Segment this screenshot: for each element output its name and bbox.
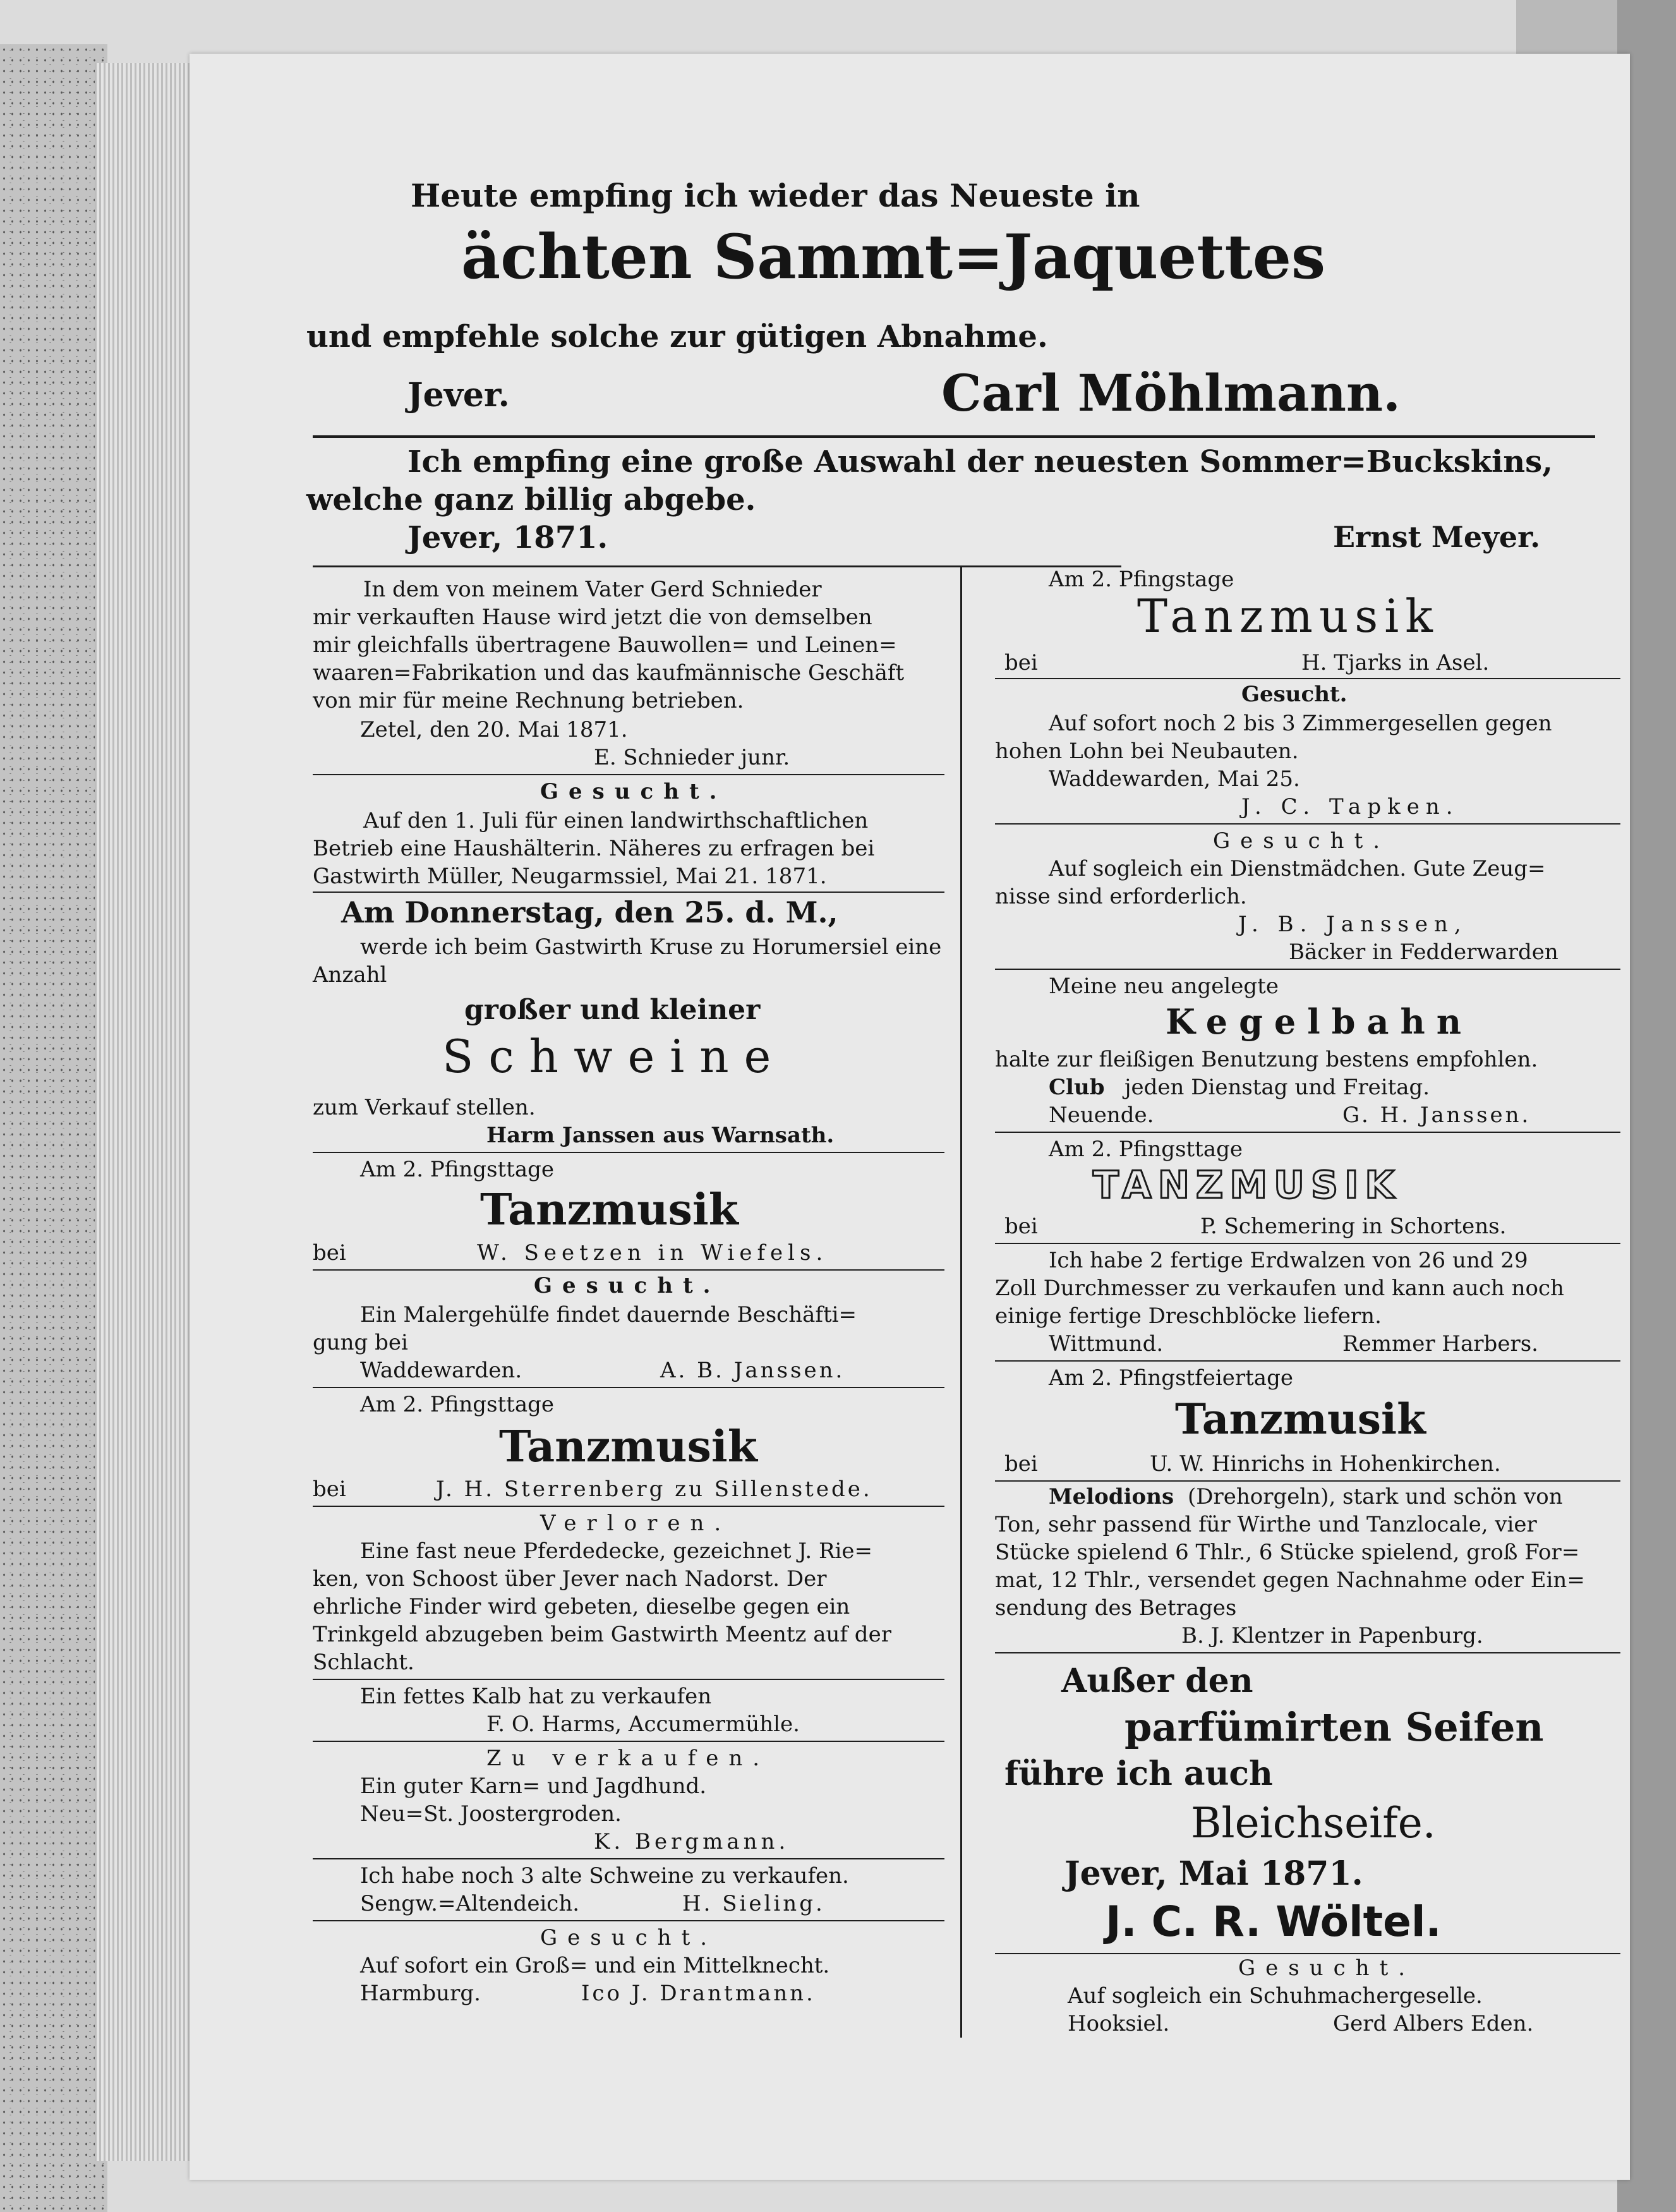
kegelbahn-club: Club — [1049, 1075, 1105, 1100]
verloren-line: Schlacht. — [313, 1650, 414, 1675]
kegelbahn-line: halte zur fleißigen Benutzung bestens empfohlen. — [995, 1047, 1538, 1072]
gesucht2-signature: A. B. Janssen. — [660, 1358, 845, 1383]
divider — [995, 678, 1620, 679]
melodions-lead: Melodions — [1049, 1484, 1174, 1509]
gesucht-zimmer-date: Waddewarden, Mai 25. — [1049, 766, 1300, 792]
schnieder-line: waaren=Fabrikation und das kaufmännische Geschäft — [313, 660, 905, 686]
buckskins-place: Jever, 1871. — [407, 520, 608, 555]
seife-signature: J. C. R. Wöltel. — [1106, 1897, 1442, 1946]
seife-line4: Bleichseife. — [1191, 1799, 1436, 1847]
gesucht2-line: Ein Malergehülfe findet dauernde Beschäfti= — [360, 1302, 857, 1327]
divider — [995, 1132, 1620, 1133]
gesucht-zimmer-signature: J. C. Tapken. — [1241, 794, 1459, 819]
gesucht1-line: Auf den 1. Juli für einen landwirthschaftlichen — [363, 808, 869, 833]
divider — [313, 1920, 944, 1921]
divider — [995, 823, 1620, 825]
gesucht-dienst-signature2: Bäcker in Fedderwarden — [1289, 940, 1558, 965]
tanz1-bei: bei — [313, 1240, 346, 1266]
tanz-schortens-bei: bei — [1004, 1214, 1038, 1239]
melodions-line: Ton, sehr passend für Wirthe und Tanzlocale, vier — [995, 1512, 1537, 1537]
tanz1-host: W. Seetzen in Wiefels. — [477, 1240, 828, 1266]
melodions-line: Stücke spielend 6 Thlr., 6 Stücke spielend, groß For= — [995, 1540, 1580, 1565]
kegelbahn-signature: G. H. Janssen. — [1342, 1103, 1531, 1128]
tanz-schortens-pre: Am 2. Pfingsttage — [1049, 1137, 1243, 1162]
header-line3: und empfehle solche zur gütigen Abnahme. — [306, 319, 1048, 354]
header-line1: Heute empfing ich wieder das Neueste in — [411, 177, 1140, 214]
erdwalzen-line: Zoll Durchmesser zu verkaufen und kann auch noch — [995, 1276, 1564, 1301]
tanz-asel-host: H. Tjarks in Asel. — [1301, 650, 1490, 675]
newspaper-page — [190, 54, 1630, 2180]
divider — [313, 1858, 944, 1859]
tanz-asel-bei: bei — [1004, 650, 1038, 675]
gesucht-zimmer-title: Gesucht. — [1241, 682, 1347, 707]
gesucht2-place: Waddewarden. — [360, 1358, 522, 1383]
schweine-signature: Harm Janssen aus Warnsath. — [486, 1123, 835, 1148]
gesucht1-title: Gesucht. — [540, 779, 727, 804]
gesucht-dienst-line: Auf sogleich ein Dienstmädchen. Gute Zeug= — [1049, 856, 1546, 881]
verloren-line: Eine fast neue Pferdedecke, gezeichnet J. Rie= — [360, 1538, 873, 1564]
kalb-line: Ein fettes Kalb hat zu verkaufen — [360, 1684, 712, 1709]
gesucht1-line: Gastwirth Müller, Neugarmssiel, Mai 21. 1871. — [313, 864, 827, 889]
tanz-hohen-pre: Am 2. Pfingstfeiertage — [1049, 1365, 1293, 1391]
divider — [313, 435, 1595, 438]
verkaufen-signature: K. Bergmann. — [594, 1829, 790, 1854]
tanz2-pre: Am 2. Pfingsttage — [360, 1392, 554, 1417]
gesucht3-line: Auf sofort ein Groß= und ein Mittelknecht. — [360, 1953, 830, 1978]
gesucht3-title: Gesucht. — [540, 1925, 718, 1950]
gesucht1-line: Betrieb eine Haushälterin. Näheres zu erfragen bei — [313, 836, 875, 861]
seife-line3: führe ich auch — [1004, 1755, 1273, 1793]
kegelbahn-club-rest: jeden Dienstag und Freitag. — [1124, 1075, 1430, 1100]
gesucht2-title: Gesucht. — [534, 1273, 721, 1298]
tanz-hohen-bei: bei — [1004, 1451, 1038, 1477]
divider — [995, 969, 1620, 970]
kegelbahn-pre: Meine neu angelegte — [1049, 974, 1279, 999]
gesucht3-signature: Ico J. Drantmann. — [581, 1981, 816, 2006]
divider — [995, 1360, 1620, 1362]
buckskins-line1: Ich empfing eine große Auswahl der neuesten Sommer=Buckskins, — [407, 444, 1553, 480]
schweine-title: Am Donnerstag, den 25. d. M., — [341, 895, 838, 929]
header-signature: Carl Möhlmann. — [941, 363, 1401, 423]
seife-line2: parfümirten Seifen — [1124, 1704, 1544, 1750]
tanz-hohen-host: U. W. Hinrichs in Hohenkirchen. — [1150, 1451, 1501, 1477]
schnieder-signature: E. Schnieder junr. — [594, 745, 790, 770]
header-place: Jever. — [407, 376, 510, 414]
verkaufen-title: Zu verkaufen. — [486, 1746, 770, 1771]
erdwalzen-line: Ich habe 2 fertige Erdwalzen von 26 und 29 — [1049, 1248, 1528, 1273]
gesucht3-place: Harmburg. — [360, 1981, 481, 2006]
gesucht-schuh-place: Hooksiel. — [1068, 2011, 1170, 2036]
gesucht-dienst-signature: J. B. Janssen, — [1238, 912, 1468, 937]
gesucht-zimmer-line: Auf sofort noch 2 bis 3 Zimmergesellen gegen — [1049, 711, 1552, 736]
verloren-line: ehrliche Finder wird gebeten, dieselbe gegen ein — [313, 1594, 850, 1619]
seife-line1: Außer den — [1061, 1662, 1253, 1700]
verkaufen-place: Neu=St. Joostergroden. — [360, 1801, 622, 1827]
divider — [313, 774, 944, 775]
tanz-hohen-big: Tanzmusik — [1175, 1394, 1426, 1444]
gesucht-zimmer-line: hohen Lohn bei Neubauten. — [995, 739, 1299, 764]
melodions-line: sendung des Betrages — [995, 1595, 1237, 1621]
alte-schweine-signature: H. Sieling. — [682, 1891, 825, 1916]
gesucht2-line: gung bei — [313, 1330, 408, 1355]
gesucht-dienst-line: nisse sind erforderlich. — [995, 884, 1247, 909]
schweine-big: Schweine — [442, 1030, 787, 1083]
gesucht-dienst-title: Gesucht. — [1213, 828, 1390, 854]
schnieder-date: Zetel, den 20. Mai 1871. — [360, 717, 628, 742]
verloren-line: ken, von Schoost über Jever nach Nadorst. Der — [313, 1566, 827, 1592]
divider — [313, 1679, 944, 1680]
seife-place: Jever, Mai 1871. — [1064, 1854, 1363, 1893]
gesucht-schuh-signature: Gerd Albers Eden. — [1333, 2011, 1534, 2036]
tanz1-big: Tanzmusik — [480, 1185, 739, 1235]
page-edges — [95, 63, 196, 2161]
buckskins-signature: Ernst Meyer. — [1333, 520, 1541, 554]
schweine-sub: großer und kleiner — [464, 994, 761, 1026]
schnieder-line: mir gleichfalls übertragene Bauwollen= und Leinen= — [313, 632, 897, 658]
tanz-asel-big: Tanzmusik — [1137, 589, 1439, 643]
divider — [313, 1741, 944, 1742]
tanz2-big: Tanzmusik — [499, 1422, 757, 1472]
verkaufen-line: Ein guter Karn= und Jagdhund. — [360, 1774, 707, 1799]
column-divider — [960, 565, 962, 2038]
erdwalzen-place: Wittmund. — [1049, 1331, 1164, 1357]
erdwalzen-line: einige fertige Dreschblöcke liefern. — [995, 1303, 1382, 1329]
tanz-schortens-host: P. Schemering in Schortens. — [1200, 1214, 1507, 1239]
divider — [995, 1243, 1620, 1244]
verloren-title: Verloren. — [540, 1511, 732, 1536]
schnieder-line: von mir für meine Rechnung betrieben. — [313, 688, 744, 713]
schnieder-line: mir verkauften Hause wird jetzt die von demselben — [313, 605, 872, 630]
alte-schweine-line: Ich habe noch 3 alte Schweine zu verkaufen. — [360, 1863, 849, 1889]
divider — [313, 1387, 944, 1388]
gesucht-schuh-line: Auf sogleich ein Schuhmachergeselle. — [1068, 1983, 1483, 2009]
schnieder-line: In dem von meinem Vater Gerd Schnieder — [363, 577, 822, 602]
melodions-signature: B. J. Klentzer in Papenburg. — [1181, 1623, 1483, 1648]
schweine-line: Anzahl — [313, 962, 387, 988]
tanz-asel-pre: Am 2. Pfingstage — [1049, 567, 1234, 592]
melodions-line: (Drehorgeln), stark und schön von — [1188, 1484, 1563, 1509]
schweine-line-after: zum Verkauf stellen. — [313, 1095, 536, 1120]
tanz2-bei: bei — [313, 1477, 346, 1502]
tanz1-pre: Am 2. Pfingsttage — [360, 1157, 554, 1182]
melodions-line: mat, 12 Thlr., versendet gegen Nachnahme oder Ein= — [995, 1568, 1585, 1593]
tanz2-host: J. H. Sterrenberg zu Sillenstede. — [436, 1477, 872, 1502]
header-headline: ächten Sammt=Jaquettes — [461, 221, 1325, 293]
divider — [313, 565, 1121, 567]
divider — [995, 1652, 1620, 1653]
divider — [995, 1480, 1620, 1482]
divider — [313, 1152, 944, 1153]
divider — [313, 1269, 944, 1271]
alte-schweine-place: Sengw.=Altendeich. — [360, 1891, 580, 1916]
kalb-signature: F. O. Harms, Accumermühle. — [486, 1712, 800, 1737]
schweine-line: werde ich beim Gastwirth Kruse zu Horumersiel eine — [360, 934, 942, 960]
buckskins-line2: welche ganz billig abgebe. — [306, 482, 756, 517]
erdwalzen-signature: Remmer Harbers. — [1342, 1331, 1538, 1357]
divider — [313, 1506, 944, 1507]
book-cover-speckled — [0, 44, 107, 2212]
tanz-schortens-big: TANZMUSIK — [1093, 1163, 1401, 1207]
gesucht-schuh-title: Gesucht. — [1238, 1955, 1416, 1981]
divider — [313, 891, 944, 893]
verloren-line: Trinkgeld abzugeben beim Gastwirth Meentz auf der — [313, 1622, 891, 1647]
kegelbahn-place: Neuende. — [1049, 1103, 1154, 1128]
kegelbahn-big: Kegelbahn — [1166, 1001, 1473, 1042]
divider — [995, 1953, 1620, 1954]
